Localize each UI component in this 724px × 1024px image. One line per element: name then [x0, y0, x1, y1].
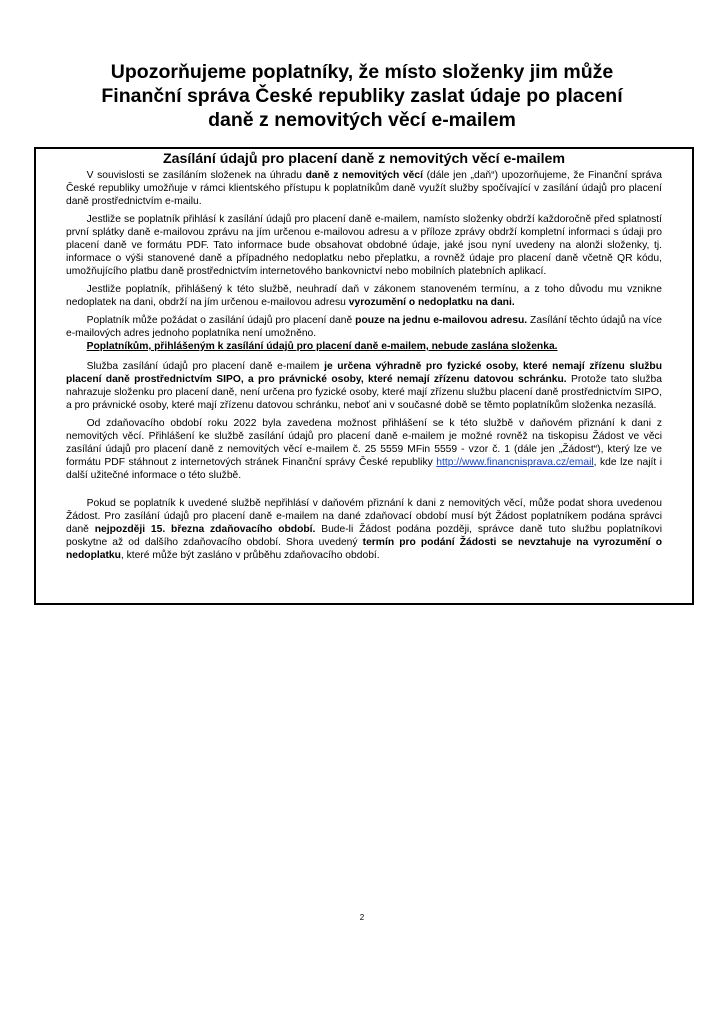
bold-text: termín pro podání Žádosti se nevztahuje na vyrozumění o nedoplatku [66, 537, 662, 561]
paragraph-registration: Jestliže se poplatník přihlásí k zasílání údajů pro placení daně e-mailem, namísto složenky obdrží každoročně před splatností první splátky daně e-mailovou zprávu na jím určenou e-mailovou adresu a v příloze zprávy obdrží kompletní informaci s údaji pro placení daně ve formátu PDF. Tato informace bude obsahovat obdobné údaje, jaké jsou nyní uvedeny na alonži složenky, tj. informace o výši stanovené daně a případného nedoplatku nebo přeplatku, a rovněž údaje pro placení daně včetně QR kódu, umožňujícího platbu daně prostřednictvím internetového bankovnictví nebo mobilních platebních aplikací. [66, 214, 662, 277]
info-box [34, 147, 694, 605]
page-number: 2 [359, 913, 365, 922]
text: Od zdaňovacího období roku 2022 byla zavedena možnost přihlášení se k této službě v daňovém přiznání k dani z nemovitých věcí. Přihlášení ke službě zasílání údajů pro placení daně e-mailem je možné rovněž na tiskopisu Žádost ve věci zasílání údajů pro placení daně z nemovitých věcí e-mailem č. 25 5559 MFin 5559 - vzor č. 1 (dále jen „Žádost“), který lze ve formátu PDF stáhnout z internetových stránek Finanční správy České republiky [66, 418, 662, 468]
text: , kde lze najít i další užitečné informace o této službě. [66, 457, 662, 481]
text: Pokud se poplatník k uvedené službě nepřihlásí v daňovém přiznání k dani z nemovitých věcí, může podat shora uvedenou Žádost. Pro zasílání údajů pro placení daně e-mailem na dané zdaňovací období musí být Žádost poplatníkem podána správci daně [66, 498, 662, 535]
text: Zasílání těchto údajů na více e-mailových adres jednoho poplatníka není umožněno. [66, 315, 663, 339]
title-line-2: Finanční správa České republiky zaslat údaje po placení [101, 85, 623, 107]
paragraph-deadline [66, 497, 662, 562]
title-line-3: daně z nemovitých věcí e-mailem [208, 109, 516, 131]
paragraph-arrears [66, 283, 662, 309]
paragraph-single-address [66, 314, 662, 340]
box-heading: Zasílání údajů pro placení daně z nemovitých věcí e-mailem [162, 151, 566, 167]
title-line-1: Upozorňujeme poplatníky, že místo složenky jim může [110, 61, 614, 83]
paragraph-intro [66, 169, 662, 208]
bold-text: pouze na jednu e-mailovou adresu. [355, 315, 528, 326]
document-title [40, 60, 684, 132]
bold-text: daně z nemovitých věcí [305, 170, 423, 181]
text: , které může být zasláno v průběhu zdaňovacího období. [120, 550, 380, 561]
text: Služba zasílání údajů pro placení daně e-mailem [86, 361, 325, 372]
paragraph-no-slip-notice [66, 340, 662, 353]
text: Jestliže poplatník, přihlášený k této službě, neuhradí daň v zákonem stanoveném termínu, a z toho důvodu mu vznikne nedoplatek na dani, obdrží na jím určenou e-mailovou adresu [66, 284, 662, 308]
paragraph-eligibility [66, 360, 662, 412]
text: Bude-li Žádost podána později, správce daně tuto službu poplatníkovi poskytne až od dalšího zdaňovacího období. Shora uvedený [66, 524, 662, 548]
financnisprava-link[interactable]: http://www.financnisprava.cz/email [436, 457, 594, 468]
bold-text: vyrozumění o nedoplatku na dani. [348, 297, 515, 308]
text: Poplatník může požádat o zasílání údajů pro placení daně [86, 315, 356, 326]
text: V souvislosti se zasíláním složenek na úhradu [86, 170, 306, 181]
paragraph-application-form [66, 417, 662, 482]
text: Protože tato služba nahrazuje složenku pro placení daně, není určena pro fyzické osoby, které mají zřízenu službu placení daně prostřednictvím SIPO, a pro právnické osoby, které mají zřízenu datovou schránku, neboť ani v současné době se těmto poplatníkům složenka nezasílá. [66, 374, 662, 411]
bold-text: je určena výhradně pro fyzické osoby, které nemají zřízenu službu placení daně prostřednictvím SIPO, a pro právnické osoby, které nemají zřízenu datovou schránku. [66, 361, 662, 385]
bold-text: nejpozději 15. března zdaňovacího období. [94, 524, 316, 535]
text: (dále jen „daň“) upozorňujeme, že Finanční správa České republiky umožňuje v rámci klientského přístupu k poplatníkům daně využít služby spočívající v zasílání údajů pro placení daně prostřednictvím e-mailu. [66, 170, 662, 207]
underlined-notice: Poplatníkům, přihlášeným k zasílání údajů pro placení daně e-mailem, nebude zaslána složenka. [86, 341, 558, 352]
